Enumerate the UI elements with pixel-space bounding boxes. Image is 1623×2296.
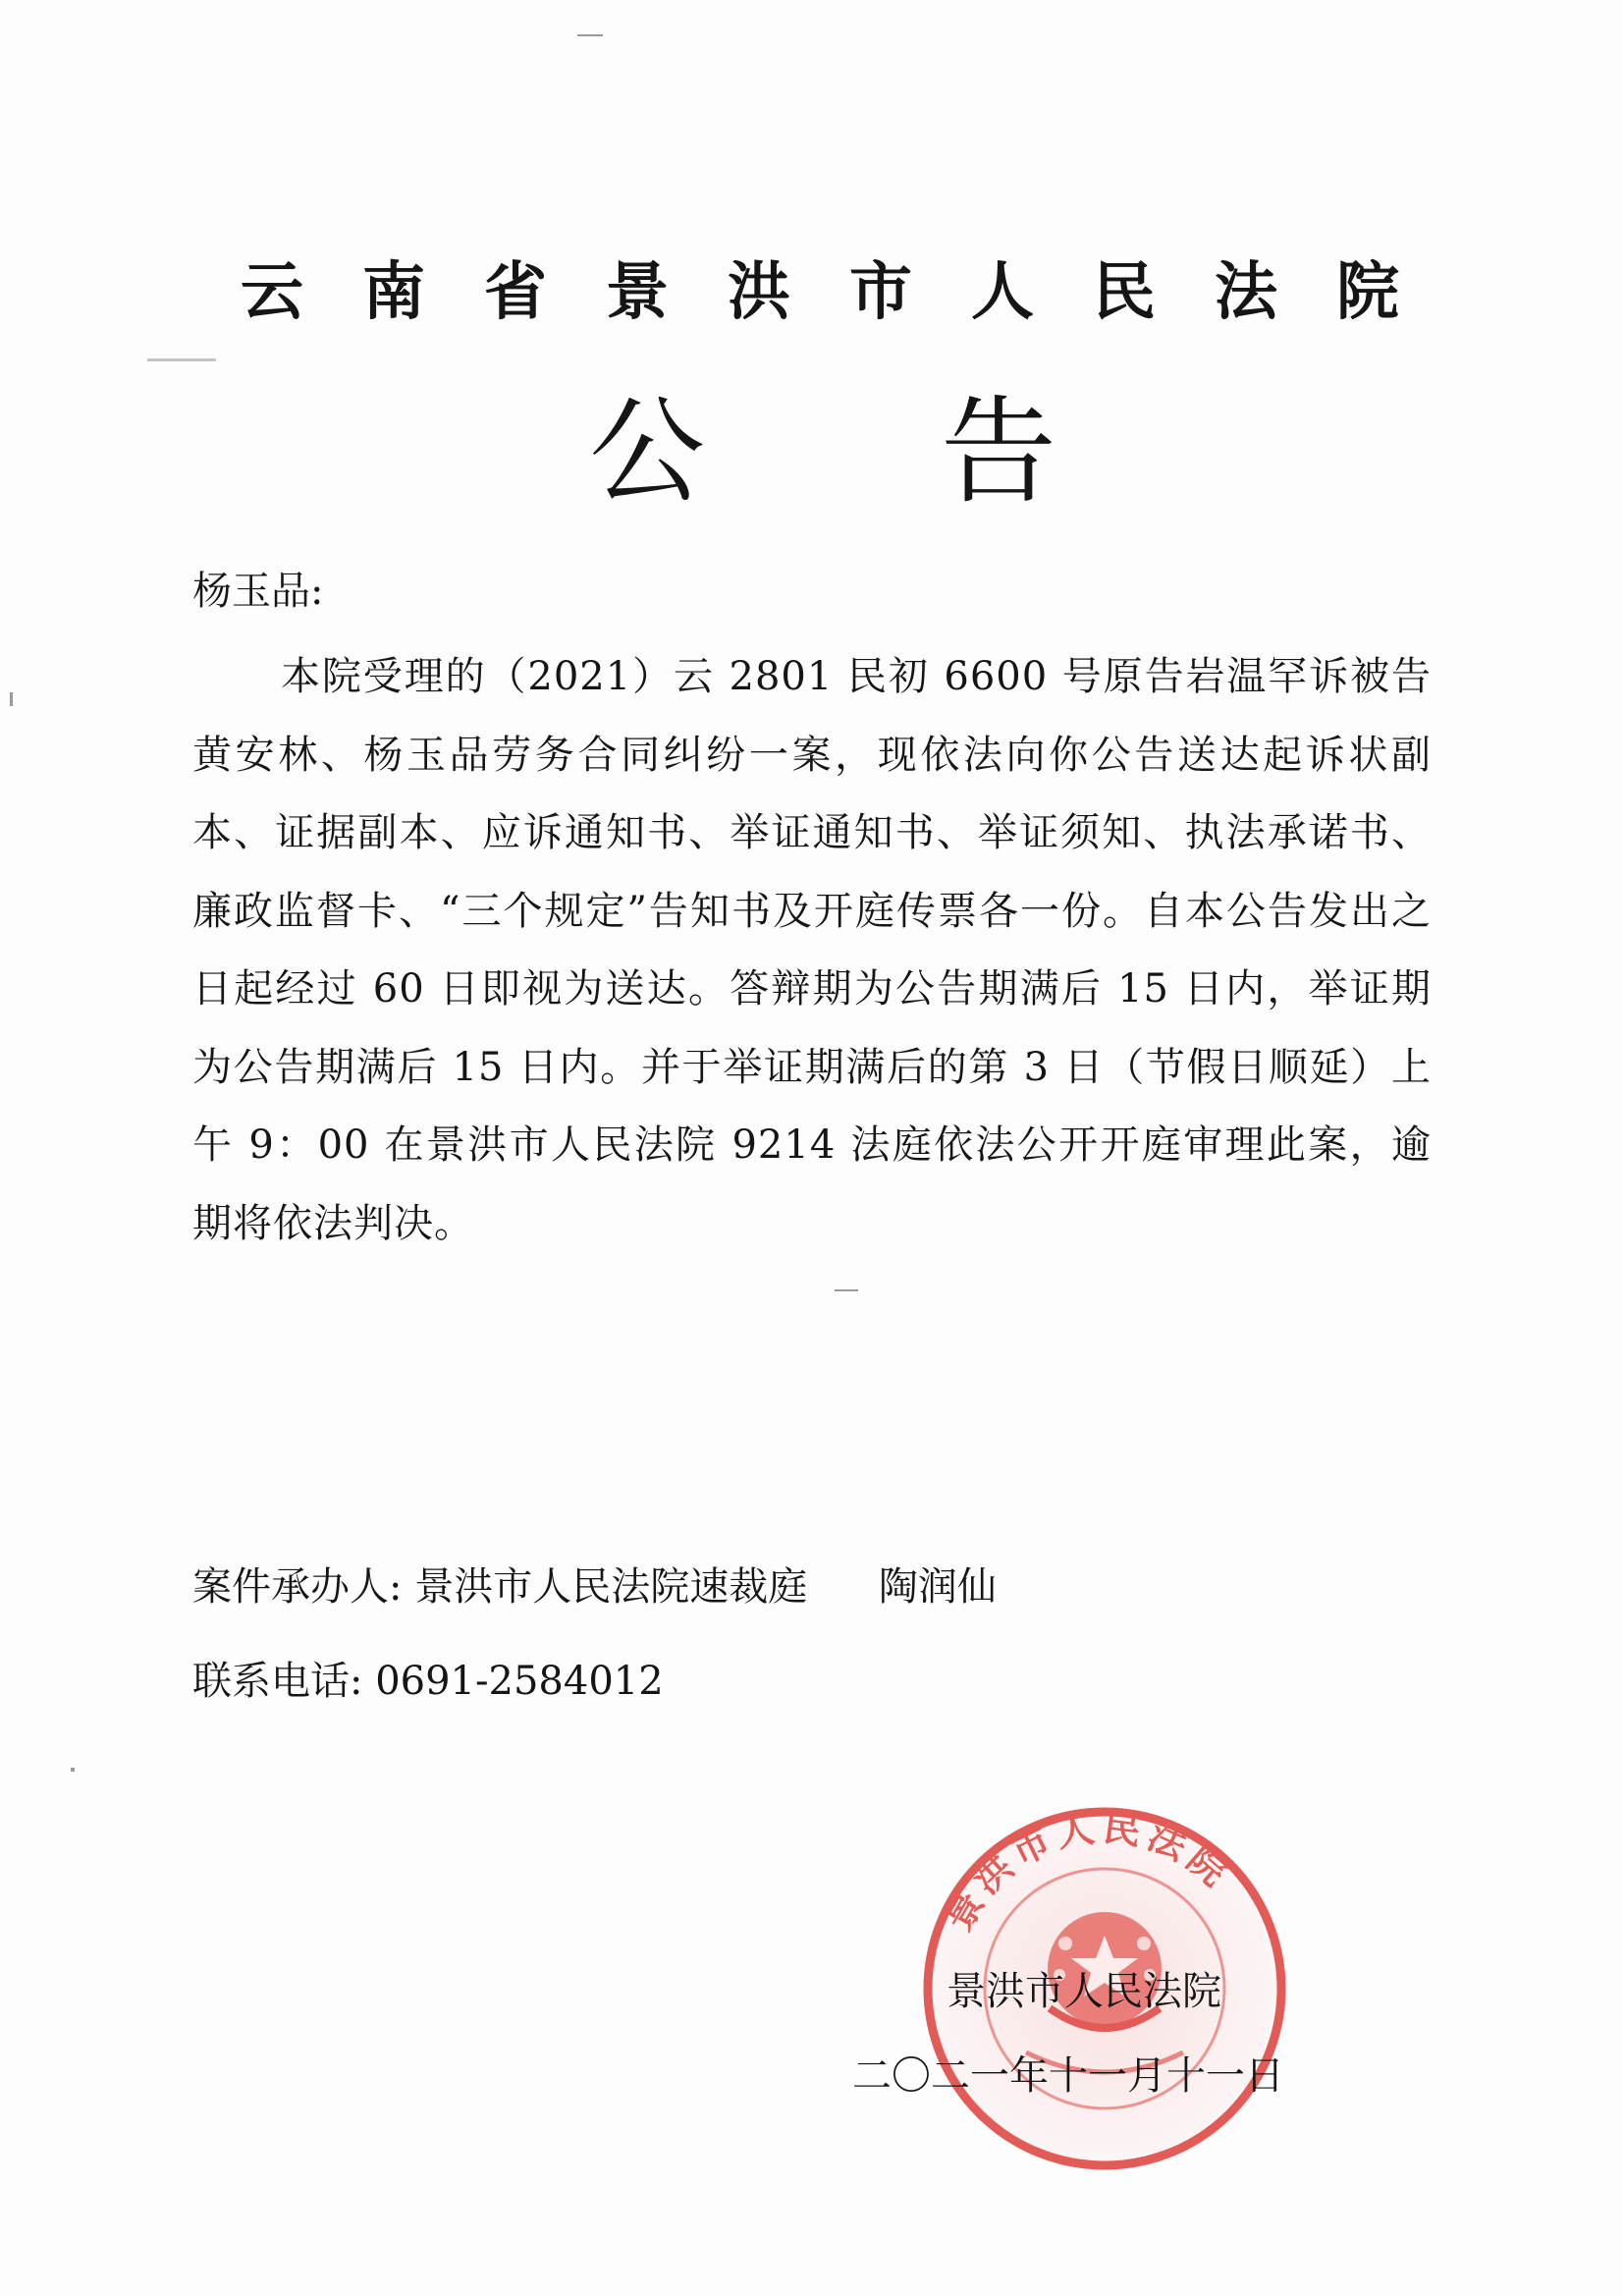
scan-speck <box>10 692 13 706</box>
phone-label: 联系电话: <box>192 1659 363 1704</box>
case-handler-name: 陶润仙 <box>878 1564 997 1610</box>
phone-number: 0691-2584012 <box>375 1659 664 1704</box>
case-handler-label: 案件承办人: <box>192 1564 403 1610</box>
signature-organization: 景洪市人民法院 <box>947 1969 1221 2014</box>
scan-speck <box>577 34 603 36</box>
notice-body-paragraph: 本院受理的（2021）云 2801 民初 6600 号原告岩温罕诉被告黄安林、杨玉品劳务合同纠纷一案，现依法向你公告送达起诉状副本、证据副本、应诉通知书、举证通知书、举证须知、执法承诺书、廉政监督卡、“三个规定”告知书及开庭传票各一份。自本公告发出之日起经过 60 日即视为送达。答辩期为公告期满后 15 日内，举证期为公告期满后 15 日内。并于举证期满后的第 3 日（节假日顺延）上午 9：00 在景洪市人民法院 9214 法庭依法公开开庭审理此案，逾期将依法判决。 <box>192 654 1432 1246</box>
contact-block <box>192 1540 997 1728</box>
case-handler-row <box>192 1540 997 1634</box>
notice-title: 公告 <box>589 384 1293 519</box>
seal-outer-text: 景洪市人民法院 <box>935 1804 1241 1939</box>
scan-speck <box>147 358 216 361</box>
addressee: 杨玉品: <box>192 569 324 614</box>
phone-row <box>192 1634 997 1728</box>
signature-date: 二〇二一年十一月十一日 <box>852 2053 1284 2099</box>
scan-speck <box>71 1768 75 1772</box>
scan-speck <box>835 1289 858 1291</box>
court-name-heading: 云南省景洪市人民法院 <box>241 256 1458 329</box>
case-handler-unit: 景洪市人民法院速裁庭 <box>414 1564 808 1610</box>
